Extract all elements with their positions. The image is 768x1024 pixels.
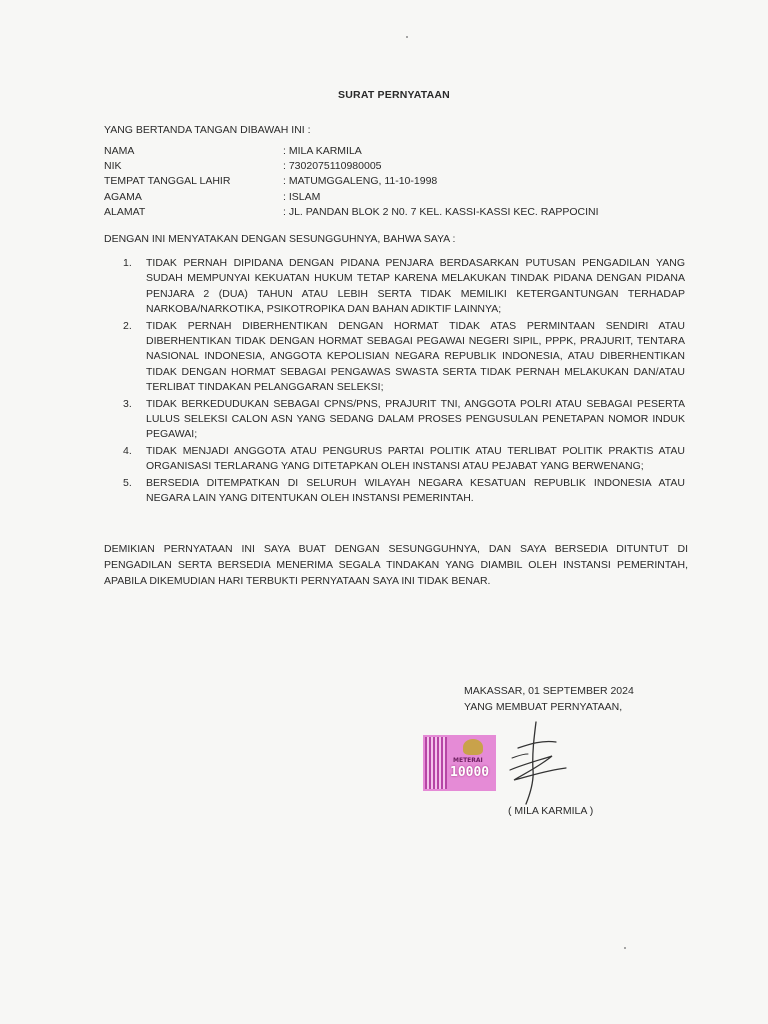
- intro-line: YANG BERTANDA TANGAN DIBAWAH INI :: [104, 124, 311, 136]
- identity-row: [104, 159, 599, 174]
- revenue-stamp-icon: [423, 735, 496, 791]
- identity-label: TEMPAT TANGGAL LAHIR: [104, 175, 231, 188]
- list-item: [123, 397, 685, 443]
- stamp-word: METERAI: [453, 757, 483, 764]
- identity-value: : JL. PANDAN BLOK 2 N0. 7 KEL. KASSI-KASSI KEC. RAPPOCINI: [283, 205, 599, 220]
- list-text: TIDAK PERNAH DIPIDANA DENGAN PIDANA PENJARA BERDASARKAN PUTUSAN PENGADILAN YANG SUDAH MEMPUNYAI KEKUATAN HUKUM TETAP KARENA MELAKUKAN TINDAK PIDANA DENGAN PIDANA PENJARA 2 (DUA) TAHUN ATAU LEBIH SERTA TIDAK MEMILIKI KETERGANTUNGAN TERHADAP NARKOBA/NARKOTIKA, PSIKOTROPIKA DAN BAHAN ADIKTIF LAINNYA;: [146, 257, 685, 316]
- statement-line: DENGAN INI MENYATAKAN DENGAN SESUNGGUHNYA, BAHWA SAYA :: [104, 233, 456, 245]
- identity-value: : MATUMGGALENG, 11-10-1998: [283, 174, 437, 189]
- signer-name: ( MILA KARMILA ): [508, 805, 593, 817]
- list-number: 4.: [123, 444, 132, 457]
- list-item: [123, 256, 685, 318]
- qr-code-icon: [425, 737, 447, 789]
- scan-speck: [406, 36, 408, 38]
- closing-paragraph: DEMIKIAN PERNYATAAN INI SAYA BUAT DENGAN SESUNGGUHNYA, DAN SAYA BERSEDIA DITUNTUT DI PENGADILAN SERTA BERSEDIA MENERIMA SEGALA TINDAKAN YANG DIAMBIL OLEH INSTANSI PEMERINTAH, APABILA DIKEMUDIAN HARI TERBUKTI PERNYATAAN SAYA INI TIDAK BENAR.: [104, 543, 688, 587]
- garuda-emblem-icon: [463, 739, 483, 755]
- list-number: 5.: [123, 476, 132, 489]
- list-number: 3.: [123, 397, 132, 410]
- document-title: SURAT PERNYATAAN: [338, 89, 450, 101]
- identity-label: ALAMAT: [104, 205, 146, 218]
- handwritten-signature-icon: [500, 718, 580, 808]
- identity-value: : 7302075110980005: [283, 159, 382, 174]
- list-item: [123, 476, 685, 507]
- identity-label: NIK: [104, 160, 122, 173]
- identity-label: AGAMA: [104, 190, 142, 203]
- identity-row: [104, 174, 599, 189]
- identity-block: [104, 144, 599, 220]
- list-number: 2.: [123, 319, 132, 332]
- signer-role: YANG MEMBUAT PERNYATAAN,: [464, 701, 623, 713]
- list-item: [123, 444, 685, 475]
- identity-row: [104, 144, 599, 159]
- statement-points: [123, 256, 685, 508]
- list-text: TIDAK PERNAH DIBERHENTIKAN DENGAN HORMAT TIDAK ATAS PERMINTAAN SENDIRI ATAU DIBERHENTIKAN TIDAK DENGAN HORMAT SEBAGAI PEGAWAI NEGERI SIPIL, PPPK, PRAJURIT, TENTARA NASIONAL INDONESIA, ANGGOTA KEPOLISIAN NEGARA REPUBLIK INDONESIA, ATAU DIBERHENTIKAN TIDAK DENGAN HORMAT SEBAGAI PENGAWAS SWASTA SERTA TIDAK PERNAH MELAKUKAN DAN/ATAU TERLIBAT TINDAKAN PELANGGARAN SELEKSI;: [146, 319, 685, 394]
- list-text: BERSEDIA DITEMPATKAN DI SELURUH WILAYAH NEGARA KESATUAN REPUBLIK INDONESIA ATAU NEGARA LAIN YANG DITENTUKAN OLEH INSTANSI PEMERINTAH.: [146, 476, 685, 505]
- list-text: TIDAK BERKEDUDUKAN SEBAGAI CPNS/PNS, PRAJURIT TNI, ANGGOTA POLRI ATAU SEBAGAI PESERTA LULUS SELEKSI CALON ASN YANG SEDANG DALAM PROSES PENGUSULAN PENETAPAN NOMOR INDUK PEGAWAI;: [146, 397, 685, 441]
- identity-row: [104, 190, 599, 205]
- signature-header: [464, 683, 634, 715]
- list-number: 1.: [123, 257, 132, 269]
- list-item: [123, 319, 685, 396]
- list-text: TIDAK MENJADI ANGGOTA ATAU PENGURUS PARTAI POLITIK ATAU TERLIBAT POLITIK PRAKTIS ATAU ORGANISASI TERLARANG YANG DITETAPKAN OLEH INSTANSI ATAU PEJABAT YANG BERWENANG;: [146, 444, 685, 473]
- scan-speck: [624, 947, 626, 949]
- place-date: MAKASSAR, 01 SEPTEMBER 2024: [464, 685, 634, 697]
- identity-value: : ISLAM: [283, 190, 320, 205]
- identity-value: : MILA KARMILA: [283, 144, 362, 159]
- identity-label: NAMA: [104, 145, 135, 157]
- identity-row: [104, 205, 599, 220]
- stamp-value: 10000: [450, 765, 490, 780]
